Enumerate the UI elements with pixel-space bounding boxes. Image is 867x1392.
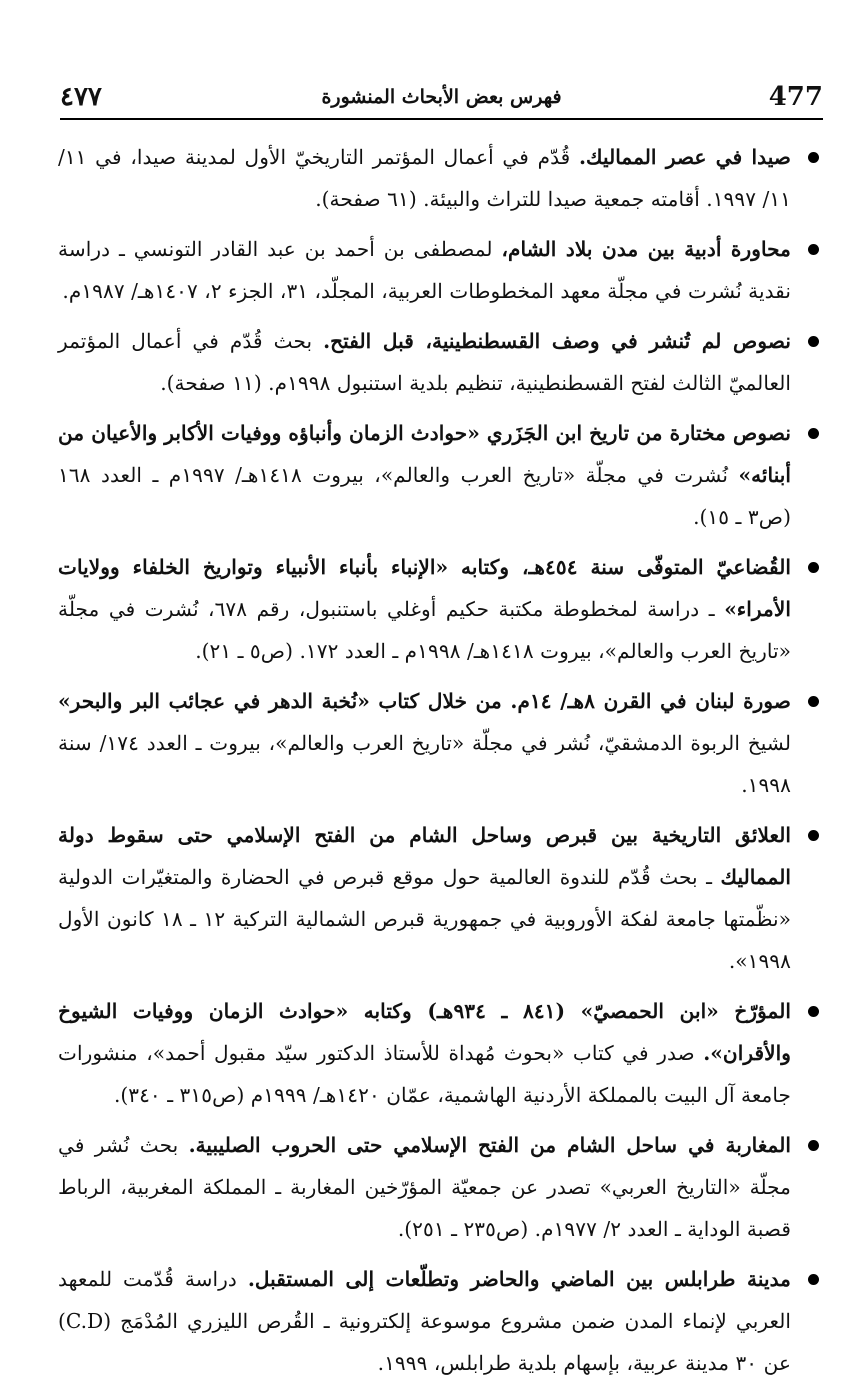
list-item	[58, 1124, 821, 1250]
entry-body: قُدّم في أعمال المؤتمر التاريخيّ الأول لمدينة صيدا، في ١١/ ١١/ ١٩٩٧. أقامته جمعية صيدا للتراث والبيئة. (٦١ صفحة).	[58, 145, 791, 211]
bullet-icon	[808, 830, 819, 841]
list-item	[58, 228, 821, 312]
list-item	[58, 320, 821, 404]
bullet-icon	[808, 562, 819, 573]
bullet-icon	[808, 244, 819, 255]
entry-body: صدر في كتاب «بحوث مُهداة للأستاذ الدكتور سيّد مقبول أحمد»، منشورات جامعة آل البيت بالمملكة الأردنية الهاشمية، عمّان ١٤٢٠هـ/ ١٩٩٩م (ص٣١٥ ـ ٣٤٠).	[58, 1041, 791, 1107]
entry-title: المغاربة في ساحل الشام من الفتح الإسلامي حتى الحروب الصليبية.	[188, 1133, 791, 1157]
entry-title: نصوص مختارة من تاريخ ابن الجَزَري «حوادث الزمان وأنباؤه ووفيات الأكابر والأعيان من أبنائه»	[58, 421, 792, 487]
entry-body: نُشرت في مجلّة «تاريخ العرب والعالم»، بيروت ١٤١٨هـ/ ١٩٩٧م ـ العدد ١٦٨ (ص٣ ـ ١٥).	[58, 463, 791, 529]
entry-title: العلائق التاريخية بين قبرص وساحل الشام من الفتح الإسلامي حتى سقوط دولة المماليك	[58, 823, 791, 889]
list-item	[58, 1258, 821, 1384]
entry-body: دراسة قُدّمت للمعهد العربي لإنماء المدن ضمن مشروع موسوعة إلكترونية ـ القُرص الليزري المُدْمَج (C.D) عن ٣٠ مدينة عربية، بإسهام بلدية طرابلس، ١٩٩٩.	[58, 1267, 791, 1375]
bullet-icon	[808, 1006, 819, 1017]
bullet-icon	[808, 336, 819, 347]
list-item	[58, 990, 821, 1116]
list-item	[58, 412, 821, 538]
list-item	[58, 814, 821, 982]
entry-body: ـ دراسة لمخطوطة مكتبة حكيم أوغلي باستنبول، رقم ٦٧٨، نُشرت في مجلّة «تاريخ العرب والعالم»، بيروت ١٤١٨هـ/ ١٩٩٨م ـ العدد ١٧٢. (ص٥ ـ ٢١).	[58, 597, 791, 663]
list-item	[58, 680, 821, 806]
page-number-latin: 477	[768, 82, 823, 112]
list-item	[58, 546, 821, 672]
entry-title: صيدا في عصر المماليك.	[579, 145, 791, 169]
running-title: فهرس بعض الأبحاث المنشورة	[321, 86, 562, 108]
bullet-icon	[808, 1140, 819, 1151]
entry-title: القُضاعيّ المتوفّى سنة ٤٥٤هـ، وكتابه «الإنباء بأنباء الأنبياء وتواريخ الخلفاء وولايات الأمراء»	[58, 555, 791, 621]
bullet-icon	[808, 428, 819, 439]
entry-body: لمصطفى بن أحمد بن عبد القادر التونسي ـ دراسة نقدية نُشرت في مجلّة معهد المخطوطات العربية، المجلّد، ٣١، الجزء ٢، ١٤٠٧هـ/ ١٩٨٧م.	[58, 237, 791, 303]
list-item	[58, 136, 821, 220]
entry-body: لشيخ الربوة الدمشقيّ، نُشر في مجلّة «تاريخ العرب والعالم»، بيروت ـ العدد ١٧٤/ سنة ١٩٩٨.	[58, 731, 791, 797]
page-number-arabic: ٤٧٧	[60, 82, 102, 112]
entry-title: مدينة طرابلس بين الماضي والحاضر وتطلّعات إلى المستقبل.	[247, 1267, 791, 1291]
entry-body: بحث قُدّم في أعمال المؤتمر العالميّ الثالث لفتح القسطنطينية، تنظيم بلدية استنبول ١٩٩٨م. (١١ صفحة).	[58, 329, 791, 395]
bullet-icon	[808, 696, 819, 707]
bullet-icon	[808, 1274, 819, 1285]
entry-body: ـ بحث قُدّم للندوة العالمية حول موقع قبرص في الحضارة والمتغيّرات الدولية «نظّمتها جامعة لفكة الأوروبية في جمهورية قبرص الشمالية التركية ١٢ ـ ١٨ كانون الأول ١٩٩٨».	[58, 865, 791, 973]
entry-body: بحث نُشر في مجلّة «التاريخ العربي» تصدر عن جمعيّة المؤرّخين المغاربة ـ المملكة المغربية، الرباط قصبة الوداية ـ العدد ٢/ ١٩٧٧م. (ص٢٣٥ ـ ٢٥١).	[58, 1133, 791, 1241]
publication-list	[58, 136, 821, 1392]
page-header	[60, 72, 823, 120]
entry-title: المؤرّخ «ابن الحمصيّ» (٨٤١ ـ ٩٣٤هـ) وكتابه «حوادث الزمان ووفيات الشيوخ والأقران».	[58, 999, 791, 1065]
entry-title: صورة لبنان في القرن ٨هـ/ ١٤م. من خلال كتاب «نُخبة الدهر في عجائب البر والبحر»	[58, 689, 792, 713]
entry-title: محاورة أدبية بين مدن بلاد الشام،	[501, 237, 791, 261]
bullet-icon	[808, 152, 819, 163]
entry-title: نصوص لم تُنشر في وصف القسطنطينية، قبل الفتح.	[323, 329, 791, 353]
